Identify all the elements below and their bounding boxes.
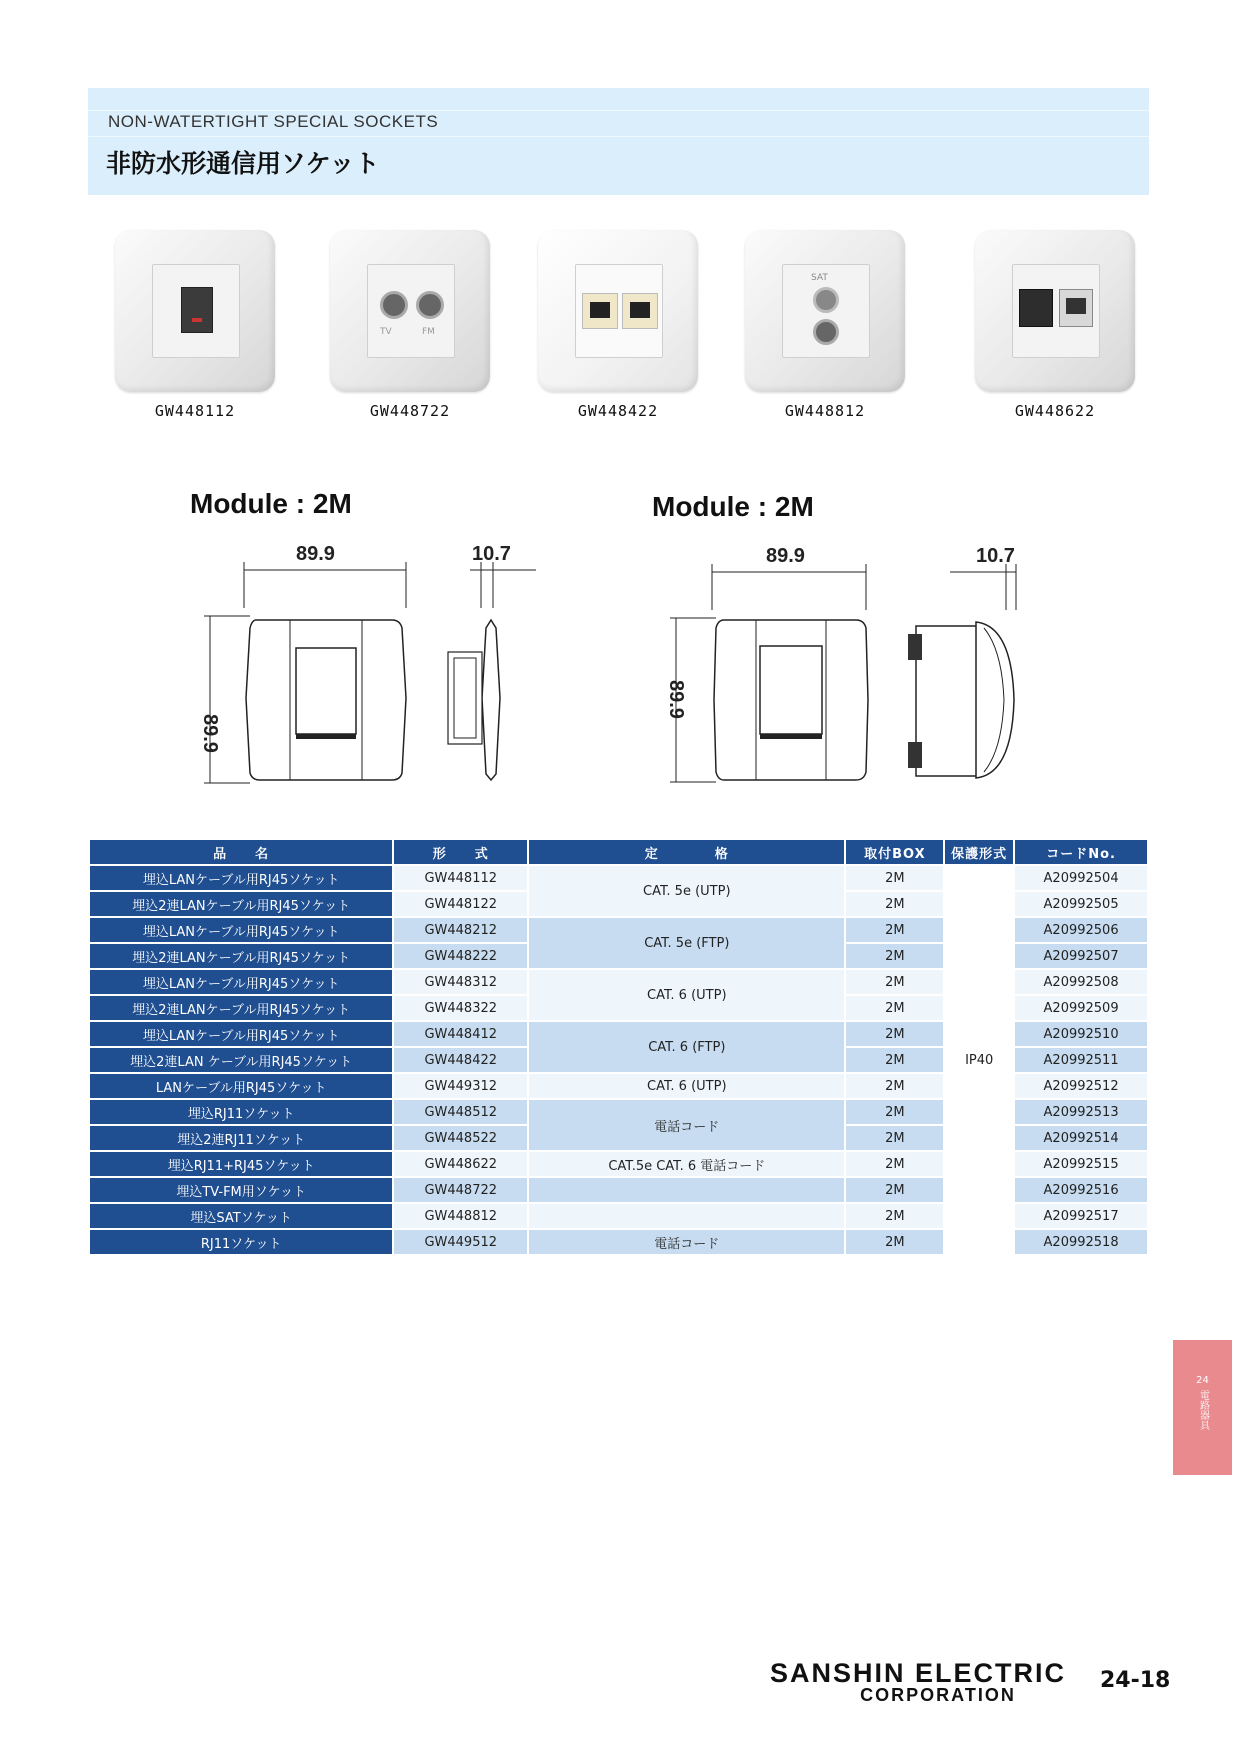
- cell-box: 2M: [846, 918, 943, 942]
- header-title-en: NON-WATERTIGHT SPECIAL SOCKETS: [108, 112, 439, 131]
- section-number: 24: [1196, 1375, 1209, 1386]
- cell-rating: [529, 1178, 844, 1202]
- cell-rating: CAT.5e CAT. 6 電話コード: [529, 1152, 844, 1176]
- product-code: GW448622: [1014, 402, 1096, 420]
- coax-port-icon: [813, 319, 839, 345]
- cell-code: A20992510: [1015, 1022, 1147, 1046]
- module-title: Module : 2M: [190, 488, 352, 519]
- cell-code: A20992509: [1015, 996, 1147, 1020]
- socket-plate-image: [745, 230, 905, 392]
- cell-box: 2M: [846, 1022, 943, 1046]
- module-title: Module : 2M: [652, 491, 814, 522]
- cell-product-name: 埋込2連RJ11ソケット: [90, 1126, 392, 1150]
- cell-product-name: 埋込2連LAN ケーブル用RJ45ソケット: [90, 1048, 392, 1072]
- cell-code: A20992508: [1015, 970, 1147, 994]
- column-header-model: 形 式: [394, 840, 527, 864]
- socket-plate-image: [975, 230, 1135, 392]
- cell-box: 2M: [846, 1178, 943, 1202]
- cell-product-name: 埋込2連LANケーブル用RJ45ソケット: [90, 944, 392, 968]
- rj45-port-icon: [582, 293, 618, 329]
- cell-rating: [529, 1204, 844, 1228]
- cell-model: GW448222: [394, 944, 527, 968]
- header-band: [88, 88, 1149, 195]
- cell-box: 2M: [846, 1204, 943, 1228]
- cell-model: GW448112: [394, 866, 527, 890]
- cell-code: A20992515: [1015, 1152, 1147, 1176]
- cell-code: A20992504: [1015, 866, 1147, 890]
- dimension-depth-label: 10.7: [472, 543, 511, 565]
- page-number: 24-18: [1100, 1668, 1171, 1693]
- product-card: [965, 230, 1145, 430]
- cell-product-name: 埋込TV-FM用ソケット: [90, 1178, 392, 1202]
- dimension-height-label: 89.9: [665, 680, 687, 719]
- cell-model: GW448722: [394, 1178, 527, 1202]
- socket-plate-image: [538, 230, 698, 392]
- cell-box: 2M: [846, 1126, 943, 1150]
- cell-product-name: 埋込SATソケット: [90, 1204, 392, 1228]
- brand-name: SANSHIN ELECTRIC: [770, 1658, 1067, 1688]
- cell-box: 2M: [846, 866, 943, 890]
- coax-port-icon: [416, 291, 444, 319]
- cell-product-name: 埋込LANケーブル用RJ45ソケット: [90, 970, 392, 994]
- dimension-depth-label: 10.7: [976, 545, 1015, 567]
- brand-suffix: CORPORATION: [860, 1685, 1016, 1705]
- dimension-width-label: 89.9: [766, 545, 805, 567]
- module-drawing: [620, 488, 1040, 778]
- cell-model: GW449312: [394, 1074, 527, 1098]
- cell-code: A20992506: [1015, 918, 1147, 942]
- brand-logo: [770, 1658, 1066, 1706]
- cell-box: 2M: [846, 1074, 943, 1098]
- product-card: [320, 230, 500, 430]
- dimension-width-label: 89.9: [296, 543, 335, 565]
- cell-rating: 電話コード: [529, 1100, 844, 1150]
- cell-model: GW448322: [394, 996, 527, 1020]
- product-code: GW448722: [369, 402, 451, 420]
- port-label: SAT: [811, 273, 828, 283]
- product-card: [528, 230, 708, 430]
- product-code: GW448112: [154, 402, 236, 420]
- product-card: [735, 230, 915, 430]
- cell-box: 2M: [846, 1048, 943, 1072]
- cell-code: A20992514: [1015, 1126, 1147, 1150]
- module-drawing: [160, 488, 580, 778]
- product-card: [105, 230, 285, 430]
- cell-product-name: LANケーブル用RJ45ソケット: [90, 1074, 392, 1098]
- cell-model: GW448312: [394, 970, 527, 994]
- column-header-name: 品 名: [90, 840, 392, 864]
- cell-code: A20992517: [1015, 1204, 1147, 1228]
- cell-code: A20992513: [1015, 1100, 1147, 1124]
- cell-box: 2M: [846, 944, 943, 968]
- socket-plate-image: [330, 230, 490, 392]
- cell-rating: 電話コード: [529, 1230, 844, 1254]
- cell-box: 2M: [846, 892, 943, 916]
- cell-code: A20992505: [1015, 892, 1147, 916]
- coax-port-icon: [380, 291, 408, 319]
- cell-product-name: RJ11ソケット: [90, 1230, 392, 1254]
- cell-model: GW448412: [394, 1022, 527, 1046]
- port-label: TV: [380, 327, 392, 337]
- cell-model: GW448812: [394, 1204, 527, 1228]
- cell-rating: CAT. 6 (UTP): [529, 1074, 844, 1098]
- dimension-drawing: [160, 528, 580, 788]
- cell-box: 2M: [846, 1100, 943, 1124]
- cell-model: GW448422: [394, 1048, 527, 1072]
- cell-code: A20992512: [1015, 1074, 1147, 1098]
- cell-rating: CAT. 6 (UTP): [529, 970, 844, 1020]
- cell-model: GW449512: [394, 1230, 527, 1254]
- cell-product-name: 埋込LANケーブル用RJ45ソケット: [90, 866, 392, 890]
- cell-rating: CAT. 5e (FTP): [529, 918, 844, 968]
- dimension-height-label: 89.9: [199, 714, 221, 753]
- rj45-port-icon: [181, 287, 213, 333]
- cell-code: A20992518: [1015, 1230, 1147, 1254]
- section-side-tab: [1173, 1340, 1232, 1475]
- cell-product-name: 埋込2連LANケーブル用RJ45ソケット: [90, 996, 392, 1020]
- cell-code: A20992507: [1015, 944, 1147, 968]
- table-row: [90, 866, 1147, 890]
- column-header-rating: 定 格: [529, 840, 844, 864]
- cell-box: 2M: [846, 970, 943, 994]
- cell-rating: CAT. 5e (UTP): [529, 866, 844, 916]
- cell-box: 2M: [846, 1230, 943, 1254]
- column-header-code: コードNo.: [1015, 840, 1147, 864]
- cell-box: 2M: [846, 1152, 943, 1176]
- cell-product-name: 埋込2連LANケーブル用RJ45ソケット: [90, 892, 392, 916]
- port-label: FM: [422, 327, 435, 337]
- cell-model: GW448212: [394, 918, 527, 942]
- cell-product-name: 埋込RJ11+RJ45ソケット: [90, 1152, 392, 1176]
- cell-rating: CAT. 6 (FTP): [529, 1022, 844, 1072]
- cell-code: A20992511: [1015, 1048, 1147, 1072]
- rj45-port-icon: [622, 293, 658, 329]
- column-header-protection: 保護形式: [945, 840, 1013, 864]
- cell-model: GW448512: [394, 1100, 527, 1124]
- coax-port-icon: [813, 287, 839, 313]
- cell-model: GW448622: [394, 1152, 527, 1176]
- cell-code: A20992516: [1015, 1178, 1147, 1202]
- cell-protection: IP40: [945, 866, 1013, 1254]
- section-label: 電路器具: [1197, 1390, 1209, 1430]
- table-header-row: [90, 840, 1147, 864]
- cell-model: GW448122: [394, 892, 527, 916]
- dimension-drawing: [620, 530, 1040, 790]
- socket-plate-image: [115, 230, 275, 392]
- cell-product-name: 埋込RJ11ソケット: [90, 1100, 392, 1124]
- specification-table: [88, 838, 1149, 1256]
- product-code: GW448812: [784, 402, 866, 420]
- rj11-port-icon: [1019, 289, 1053, 327]
- column-header-box: 取付BOX: [846, 840, 943, 864]
- cell-model: GW448522: [394, 1126, 527, 1150]
- product-code: GW448422: [577, 402, 659, 420]
- cell-product-name: 埋込LANケーブル用RJ45ソケット: [90, 1022, 392, 1046]
- cell-box: 2M: [846, 996, 943, 1020]
- rj45-port-icon: [1059, 289, 1093, 327]
- header-title-ja: 非防水形通信用ソケット: [106, 149, 380, 178]
- cell-product-name: 埋込LANケーブル用RJ45ソケット: [90, 918, 392, 942]
